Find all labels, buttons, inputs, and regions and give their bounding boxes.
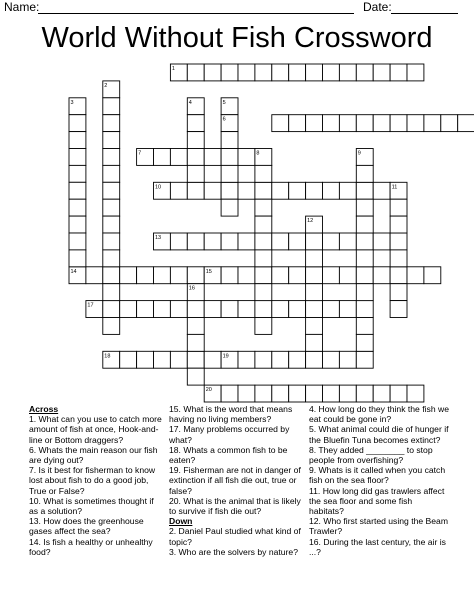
grid-cell[interactable] [356, 301, 373, 318]
grid-cell[interactable] [69, 250, 86, 267]
grid-cell[interactable] [154, 149, 171, 166]
grid-cell[interactable] [407, 385, 424, 402]
clue-across-10: 10. What is sometimes thought if as a solution? [29, 495, 154, 517]
grid-cell[interactable] [103, 115, 120, 132]
grid-cell[interactable] [356, 267, 373, 284]
grid-cell[interactable] [289, 64, 306, 81]
grid-cell[interactable] [255, 385, 272, 402]
clue-number-3: 3 [70, 99, 74, 106]
grid-cell[interactable] [204, 149, 221, 166]
grid-cell[interactable] [170, 233, 187, 250]
grid-cell[interactable] [356, 385, 373, 402]
grid-cell[interactable] [289, 182, 306, 199]
grid-cell[interactable] [187, 267, 204, 284]
grid-cell[interactable] [187, 132, 204, 149]
grid-cell[interactable] [272, 115, 289, 132]
grid-cell[interactable] [255, 64, 272, 81]
clues-column-1 [29, 404, 163, 557]
grid-cell[interactable] [289, 301, 306, 318]
grid-cell[interactable] [306, 267, 323, 284]
clue-number-20: 20 [205, 387, 212, 394]
clue-down-8: 8. They added ________ to stop people from overfishing? [309, 444, 433, 466]
grid-cell[interactable] [221, 132, 238, 149]
grid-cell[interactable] [187, 115, 204, 132]
grid-cell[interactable] [120, 301, 137, 318]
grid-cell[interactable] [221, 199, 238, 216]
grid-cell[interactable] [255, 318, 272, 335]
grid-cell[interactable] [373, 115, 390, 132]
grid-cell[interactable] [103, 165, 120, 182]
grid-cell[interactable] [221, 165, 238, 182]
grid-cell[interactable] [221, 385, 238, 402]
grid-cell[interactable] [255, 250, 272, 267]
grid-cell[interactable] [103, 267, 120, 284]
grid-cell[interactable] [187, 64, 204, 81]
grid-cell[interactable] [255, 284, 272, 301]
grid-cell[interactable] [356, 182, 373, 199]
grid-cell[interactable] [170, 149, 187, 166]
grid-cell[interactable] [86, 267, 103, 284]
grid-cell[interactable] [323, 267, 340, 284]
grid-cell[interactable] [103, 98, 120, 115]
grid-cell[interactable] [424, 115, 441, 132]
clue-number-13: 13 [155, 235, 162, 241]
clue-number-15: 15 [205, 268, 212, 275]
grid-cell[interactable] [390, 385, 407, 402]
across-heading: Across [29, 404, 59, 414]
grid-cell[interactable] [306, 64, 323, 81]
grid-cell[interactable] [356, 115, 373, 132]
grid-cell[interactable] [458, 115, 474, 132]
grid-cell[interactable] [323, 351, 340, 368]
grid-cell[interactable] [356, 64, 373, 81]
clue-across-18: 18. Whats a common fish to be eaten? [169, 444, 288, 466]
grid-cell[interactable] [424, 267, 441, 284]
grid-cell[interactable] [204, 64, 221, 81]
grid-cell[interactable] [289, 385, 306, 402]
clue-number-18: 18 [104, 353, 111, 360]
grid-cell[interactable] [103, 301, 120, 318]
grid-cell[interactable] [154, 351, 171, 368]
date-label: Date: [363, 0, 392, 14]
grid-cell[interactable] [272, 385, 289, 402]
grid-cell[interactable] [255, 216, 272, 233]
grid-cell[interactable] [221, 64, 238, 81]
grid-cell[interactable] [356, 351, 373, 368]
clue-number-1: 1 [171, 66, 175, 72]
grid-cell[interactable] [170, 182, 187, 199]
grid-cell[interactable] [255, 301, 272, 318]
grid-cell[interactable] [390, 64, 407, 81]
grid-cell[interactable] [390, 250, 407, 267]
grid-cell[interactable] [356, 318, 373, 335]
grid-cell[interactable] [407, 267, 424, 284]
grid-cell[interactable] [187, 165, 204, 182]
grid-cell[interactable] [356, 233, 373, 250]
grid-cell[interactable] [238, 233, 255, 250]
clue-down-3: 3. Who are the solvers by nature? [169, 546, 298, 557]
grid-cell[interactable] [120, 267, 137, 284]
grid-cell[interactable] [204, 301, 221, 318]
clue-number-6: 6 [222, 116, 226, 123]
clue-across-19: 19. Fisherman are not in danger of extinction if all fish die out, true or false? [169, 465, 301, 496]
clues-column-2 [169, 404, 303, 557]
grid-cell[interactable] [289, 267, 306, 284]
grid-cell[interactable] [339, 182, 356, 199]
grid-cell[interactable] [390, 233, 407, 250]
grid-cell[interactable] [407, 115, 424, 132]
grid-cell[interactable] [356, 165, 373, 182]
grid-cell[interactable] [255, 165, 272, 182]
name-label: Name: [4, 0, 40, 14]
grid-cell[interactable] [69, 165, 86, 182]
grid-cell[interactable] [187, 334, 204, 351]
clue-across-7: 7. Is it best for fisherman to know lost about fish to do a good job, True or False? [29, 465, 156, 496]
down-heading: Down [169, 516, 193, 527]
grid-cell[interactable] [306, 351, 323, 368]
grid-cell[interactable] [187, 301, 204, 318]
grid-cell[interactable] [339, 385, 356, 402]
grid-cell[interactable] [323, 233, 340, 250]
clue-number-2: 2 [104, 82, 108, 89]
clues-column-3 [309, 404, 449, 557]
grid-cell[interactable] [120, 351, 137, 368]
grid-cell[interactable] [339, 64, 356, 81]
grid-cell[interactable] [323, 64, 340, 81]
grid-cell[interactable] [373, 385, 390, 402]
grid-cell[interactable] [238, 267, 255, 284]
clue-number-7: 7 [138, 150, 142, 157]
grid-cell[interactable] [339, 301, 356, 318]
grid-cell[interactable] [137, 351, 154, 368]
grid-cell[interactable] [339, 233, 356, 250]
clue-number-16: 16 [188, 285, 195, 292]
clue-number-5: 5 [222, 99, 226, 106]
grid-cell[interactable] [187, 318, 204, 335]
grid-cell[interactable] [187, 233, 204, 250]
grid-cell[interactable] [204, 351, 221, 368]
page-title: World Without Fish Crossword [41, 22, 433, 54]
clue-number-14: 14 [70, 268, 77, 275]
grid-cell[interactable] [289, 351, 306, 368]
clue-across-1: 1. What can you use to catch more amount of fish at once, Hook-and-line or Bottom draggers? [29, 414, 162, 445]
grid-cell[interactable] [255, 351, 272, 368]
grid-cell[interactable] [69, 132, 86, 149]
grid-cell[interactable] [255, 182, 272, 199]
clue-down-11: 11. How long did gas trawlers affect the sea floor and some fish habitats? [309, 485, 445, 517]
clue-down-5: 5. What animal could die of hunger if the Bluefin Tuna becomes extinct? [309, 424, 449, 445]
grid-cell[interactable] [221, 233, 238, 250]
grid-cell[interactable] [170, 301, 187, 318]
grid-cell[interactable] [154, 301, 171, 318]
grid-cell[interactable] [373, 233, 390, 250]
grid-cell[interactable] [255, 267, 272, 284]
grid-cell[interactable] [238, 64, 255, 81]
grid-cell[interactable] [103, 149, 120, 166]
grid-cell[interactable] [306, 318, 323, 335]
grid-cell[interactable] [272, 301, 289, 318]
grid-cell[interactable] [187, 182, 204, 199]
grid-cell[interactable] [170, 351, 187, 368]
grid-cell[interactable] [69, 115, 86, 132]
grid-cell[interactable] [390, 284, 407, 301]
clue-across-20: 20. What is the animal that is likely to survive if fish die out? [169, 495, 301, 517]
grid-cell[interactable] [289, 115, 306, 132]
grid-cell[interactable] [356, 250, 373, 267]
grid-cell[interactable] [390, 267, 407, 284]
grid-cell[interactable] [221, 301, 238, 318]
grid-cell[interactable] [221, 267, 238, 284]
grid-cell[interactable] [137, 267, 154, 284]
grid-cell[interactable] [407, 64, 424, 81]
grid-cell[interactable] [103, 199, 120, 216]
grid-cell[interactable] [356, 334, 373, 351]
grid-cell[interactable] [272, 182, 289, 199]
grid-cell[interactable] [390, 301, 407, 318]
grid-cell[interactable] [137, 301, 154, 318]
grid-cell[interactable] [356, 199, 373, 216]
clue-across-17: 17. Many problems occurred by what? [169, 424, 290, 445]
grid-cell[interactable] [69, 199, 86, 216]
clue-number-4: 4 [188, 99, 192, 106]
grid-cell[interactable] [356, 284, 373, 301]
grid-cell[interactable] [154, 267, 171, 284]
grid-cell[interactable] [69, 149, 86, 166]
grid-cell[interactable] [441, 115, 458, 132]
grid-cell[interactable] [255, 199, 272, 216]
grid-cell[interactable] [69, 216, 86, 233]
grid-cell[interactable] [187, 351, 204, 368]
grid-cell[interactable] [170, 267, 187, 284]
clue-down-16: 16. During the last century, the air is ...? [309, 536, 446, 557]
grid-cell[interactable] [238, 351, 255, 368]
grid-cell[interactable] [272, 267, 289, 284]
grid-cell[interactable] [339, 267, 356, 284]
grid-cell[interactable] [289, 233, 306, 250]
grid-cell[interactable] [339, 351, 356, 368]
grid-cell[interactable] [323, 385, 340, 402]
grid-cell[interactable] [103, 250, 120, 267]
grid-cell[interactable] [306, 182, 323, 199]
grid-cell[interactable] [69, 182, 86, 199]
grid-cell[interactable] [187, 149, 204, 166]
grid-cell[interactable] [255, 233, 272, 250]
grid-cell[interactable] [390, 199, 407, 216]
clue-down-12: 12. Who first started using the Beam Trawler? [309, 516, 448, 537]
grid-cell[interactable] [306, 250, 323, 267]
clue-number-9: 9 [357, 150, 361, 157]
grid-cell[interactable] [373, 64, 390, 81]
clue-number-17: 17 [87, 302, 94, 309]
grid-cell[interactable] [306, 334, 323, 351]
clue-number-11: 11 [391, 184, 398, 191]
clue-across-13: 13. How does the greenhouse gases affect the sea? [29, 516, 144, 537]
clue-across-15: 15. What is the word that means having no living members? [169, 404, 293, 425]
grid-cell[interactable] [390, 216, 407, 233]
grid-cell[interactable] [103, 233, 120, 250]
grid-cell[interactable] [272, 233, 289, 250]
grid-cell[interactable] [323, 182, 340, 199]
clue-down-4: 4. How long do they think the fish we eat could be gone in? [309, 404, 449, 425]
grid-cell[interactable] [339, 115, 356, 132]
grid-cell[interactable] [103, 284, 120, 301]
grid-cell[interactable] [204, 182, 221, 199]
grid-cell[interactable] [238, 301, 255, 318]
grid-cell[interactable] [103, 216, 120, 233]
grid-cell[interactable] [306, 385, 323, 402]
grid-cell[interactable] [390, 115, 407, 132]
grid-cell[interactable] [103, 132, 120, 149]
clue-down-9: 9. Whats is it called when you catch fish on the sea floor? [309, 465, 446, 486]
grid-cell[interactable] [69, 233, 86, 250]
grid-cell[interactable] [373, 182, 390, 199]
grid-cell[interactable] [323, 301, 340, 318]
grid-cell[interactable] [373, 267, 390, 284]
clue-down-2: 2. Daniel Paul studied what kind of topic? [169, 526, 301, 547]
clue-across-14: 14. Is fish a healthy or unhealthy food? [29, 536, 153, 557]
grid-cell[interactable] [306, 301, 323, 318]
grid-cell[interactable] [272, 64, 289, 81]
clue-number-10: 10 [155, 184, 162, 191]
grid-cell[interactable] [306, 115, 323, 132]
clue-across-6: 6. Whats the main reason our fish are dying out? [29, 444, 158, 466]
clue-number-12: 12 [307, 218, 314, 225]
grid-cell[interactable] [323, 115, 340, 132]
grid-cell[interactable] [187, 368, 204, 385]
grid-cell[interactable] [238, 149, 255, 166]
grid-cell[interactable] [356, 216, 373, 233]
grid-cell[interactable] [204, 233, 221, 250]
grid-cell[interactable] [238, 182, 255, 199]
grid-cell[interactable] [221, 182, 238, 199]
grid-cell[interactable] [103, 318, 120, 335]
grid-cell[interactable] [306, 233, 323, 250]
grid-cell[interactable] [272, 351, 289, 368]
grid-cell[interactable] [103, 182, 120, 199]
grid-cell[interactable] [238, 385, 255, 402]
clue-number-8: 8 [256, 150, 260, 157]
grid-cell[interactable] [306, 284, 323, 301]
clue-number-19: 19 [222, 353, 229, 360]
grid-cell[interactable] [221, 149, 238, 166]
